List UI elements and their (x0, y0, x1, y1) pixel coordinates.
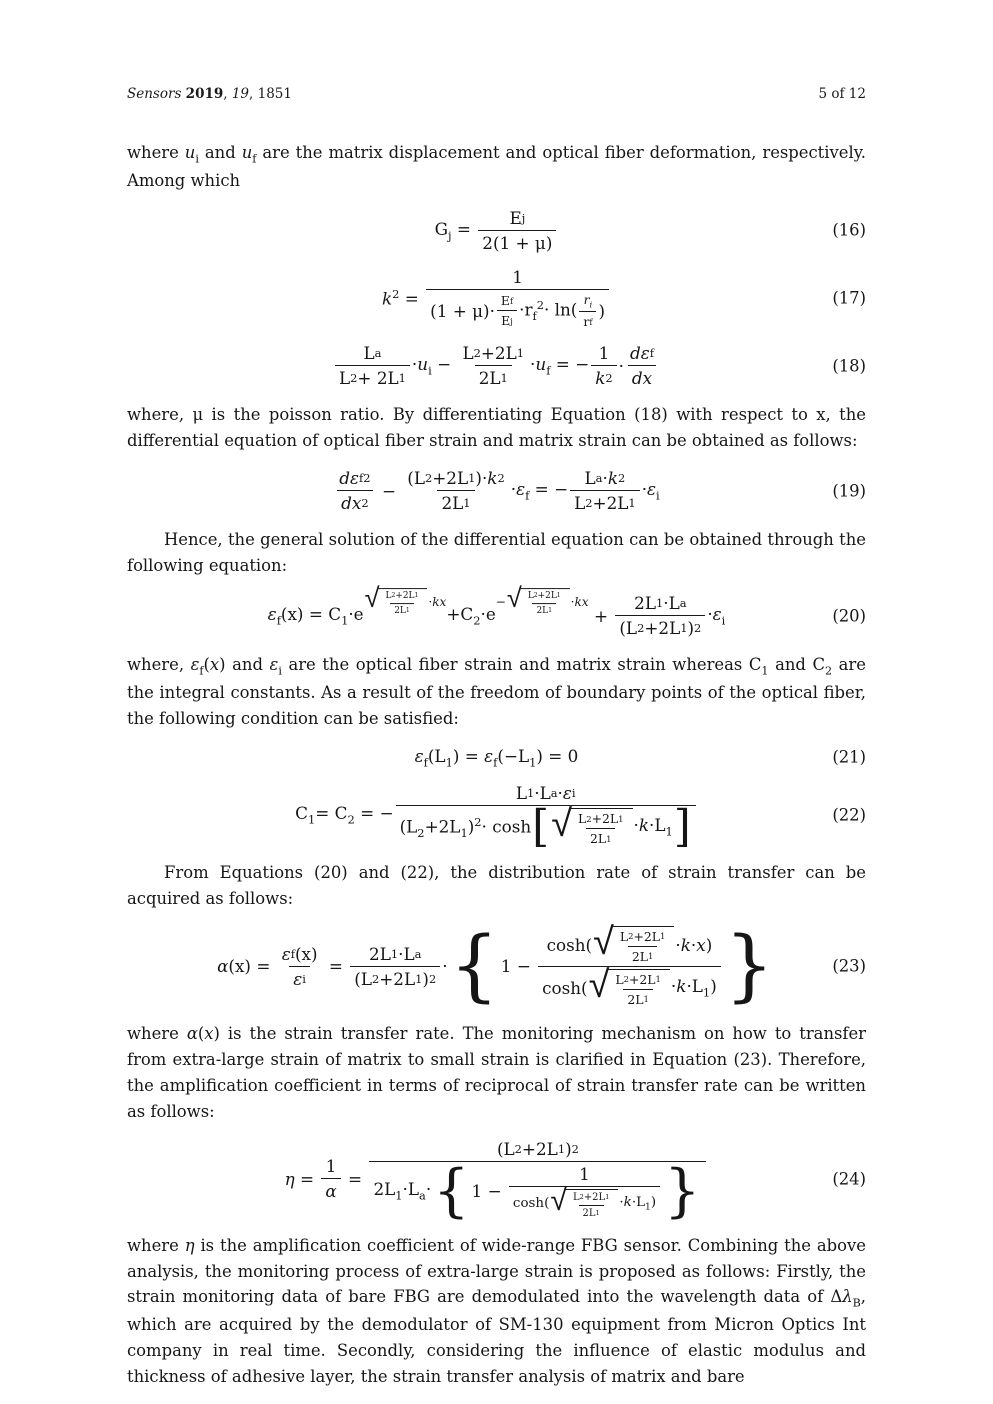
equation-20 (127, 582, 866, 638)
denominator: k 2 (591, 365, 616, 388)
exponent (495, 582, 589, 616)
math-token: $\varepsilon_f(L_1) = \varepsilon_f(-L_1) = 0$ (414, 745, 579, 770)
square-root (550, 1182, 618, 1219)
numerator: E j (509, 207, 526, 228)
math-token: ·k·x) (675, 934, 713, 955)
denominator: 2(1 + μ) (478, 230, 556, 253)
square-root (506, 582, 570, 616)
denominator: $(L_2+2L_1)^2\cdot \cosh$ [ √ L 2 +2L 1 2L 1 $\cdot k\cdot L_1$ ] (396, 805, 696, 846)
paragraph-6: where α(x) is the strain transfer rate. The monitoring mechanism on how to transfer from extra-large strain of matrix to small strain is clarified in Equation (23). Therefore, the amplification coefficient in terms of reciprocal of strain transfer rate can be written as follows: (127, 1023, 867, 1121)
equation-20-body (267, 582, 726, 638)
radical-icon: √ (364, 582, 380, 614)
numerator: L 2 +2L 1 (577, 811, 624, 827)
fraction (611, 972, 665, 1007)
math-token: $C_1= C_2$ = − (295, 802, 394, 827)
math-token: 1 − (471, 1181, 507, 1202)
numerator: L 1 ·L a · ε i (515, 783, 576, 804)
fraction (579, 292, 596, 329)
denominator: 2L 1 (586, 828, 616, 846)
denominator: dx 2 (337, 490, 372, 513)
denominator: 2L 1 (628, 946, 658, 964)
radicand (612, 926, 675, 964)
math-token: $\cdot r_f^2\cdot \ln$( (519, 298, 578, 324)
equation-22-body (295, 783, 698, 853)
numerator: L 2 +2L 1 (385, 590, 419, 601)
numerator: (L 2 +2L 1 ) 2 (496, 1138, 579, 1159)
math-token: cosh( (512, 1196, 550, 1212)
equation-number: (21) (832, 747, 866, 767)
math-token: $k^2$ = (381, 287, 425, 309)
numerator: L 2 +2L 1 (619, 928, 666, 944)
math-token: · (442, 956, 448, 977)
radicand (378, 588, 428, 616)
math-token: $G_j$ = (434, 218, 477, 242)
math-token: $\cdot k\cdot L_1$) (619, 1194, 657, 1213)
fraction (369, 1138, 706, 1225)
denominator: 2L 1 (579, 1205, 604, 1219)
numerator: dε f (630, 343, 654, 364)
fraction (574, 811, 628, 846)
square-root (593, 918, 674, 964)
fraction (458, 343, 528, 388)
denominator (426, 289, 609, 329)
exponent (364, 582, 447, 616)
square-root (364, 582, 428, 616)
math-token: $\cdot u_i$ − (411, 354, 457, 378)
fraction (382, 591, 423, 616)
fraction (335, 468, 374, 513)
denominator: 2L 1 (390, 603, 414, 616)
math-token: $+C_2\cdot e$ (446, 603, 496, 628)
radical-icon: √ (551, 801, 572, 846)
equation-number: (17) (832, 288, 866, 308)
equation-number: (19) (832, 481, 866, 501)
page-number: 5 of 12 (818, 86, 866, 102)
math-token: ) (598, 300, 605, 321)
math-token: = (342, 1168, 368, 1189)
paragraph-3: Hence, the general solution of the differential equation can be obtained through the following equation: (127, 530, 866, 576)
math-token: $\cdot\varepsilon_f$ = − (510, 478, 569, 503)
equation-16 (127, 208, 866, 253)
math-token: $\cdot\varepsilon_i$ (641, 478, 660, 503)
radical-icon: √ (550, 1182, 567, 1218)
denominator: α (321, 1178, 340, 1201)
equation-number: (23) (832, 956, 866, 976)
math-token: $\cdot u_f$ = − (530, 354, 590, 378)
equation-23-body: α(x) = ε f (x) ε i = 2L 1 ·L a (L 2 +2L 1 ) 2 · { 1 − cosh( √ L 2 +2L 1 2L 1 ·k·x) cosh( √ L 2 +2L 1 2L 1 $\cdot k\cdot L_1$) } (217, 918, 774, 1012)
math-token: = (323, 956, 349, 977)
math-token: 1 − (500, 956, 537, 977)
fraction (616, 929, 670, 964)
math-token: − (495, 594, 506, 609)
equation-number: (24) (832, 1169, 866, 1189)
denominator: $2L_1\cdot L_a\cdot$ { 1 − 1 cosh( √ L 2 +2L 1 2L 1 $\cdot k\cdot L_1$) } (369, 1161, 706, 1219)
denominator: ε i (289, 966, 310, 989)
denominator (509, 1182, 660, 1219)
radicand (565, 1189, 618, 1219)
numerator: 1 (512, 266, 523, 287)
square-root (588, 961, 670, 1007)
math-token: $\cdot\varepsilon_i$ (707, 603, 726, 628)
numerator: ε f (x) (281, 943, 318, 964)
radical-icon: √ (593, 918, 614, 963)
fraction (478, 208, 556, 253)
numerator: dε f 2 (339, 468, 371, 489)
equation-number: (22) (832, 805, 866, 825)
fraction (278, 944, 322, 989)
equation-17-body (382, 267, 611, 329)
numerator: 1 (598, 343, 610, 364)
fraction (591, 343, 616, 388)
equation-19-body (333, 468, 659, 513)
math-token: α(x) = (217, 956, 276, 977)
math-token: cosh( (546, 934, 593, 955)
denominator: dx (628, 365, 656, 388)
math-token: $2L_1\cdot L_a\cdot$ (373, 1179, 432, 1203)
fraction (569, 1192, 613, 1219)
equation-24 (127, 1138, 866, 1225)
fraction (509, 1164, 660, 1219)
denominator: r f (579, 311, 596, 329)
denominator: (L 2 +2L 1 ) 2 (615, 615, 705, 638)
equation-21 (127, 746, 866, 769)
math-token: $\cdot k\cdot L_1$) (670, 976, 717, 1000)
equation-18-body (333, 343, 660, 388)
radical-icon: √ (506, 582, 522, 614)
paragraph-1: where $u_i$ and $u_f$ are the matrix displacement and optical fiber deformation, respectively. Among which (127, 143, 866, 190)
paragraph-7: where η is the amplification coefficient of wide-range FBG sensor. Combining the above analysis, the monitoring process of extra-large strain is proposed as follows: Firstly, the strain monitoring data of bare FBG are demodulated into the wavelength data of $\Delta\lambda_B$, which are acquired by the demodulator of SM-130 equipment from Micron Optics Int company in real time. Secondly, considering the influence of elastic modulus and thickness of adhesive layer, the strain transfer analysis of matrix and bare (127, 1235, 866, 1387)
numerator: L a (363, 343, 382, 364)
fraction (350, 944, 440, 989)
denominator: 2L 1 (475, 365, 512, 388)
equation-21-body (415, 746, 579, 769)
fraction (335, 343, 410, 388)
radical-icon: √ (588, 961, 610, 1006)
paragraph-2: where, μ is the poisson ratio. By differentiating Equation (18) with respect to x, the differential equation of optical fiber strain and matrix strain can be obtained as follows: (127, 405, 866, 451)
radicand (520, 588, 570, 616)
radicand (570, 808, 633, 846)
fraction (396, 783, 696, 853)
numerator: (L 2 +2L 1 )· k 2 (407, 468, 505, 489)
fraction (426, 267, 609, 329)
fraction (403, 468, 508, 513)
numerator: 1 (325, 1156, 337, 1177)
numerator: 2L 1 ·L a (369, 943, 422, 964)
numerator: E f (500, 293, 514, 309)
fraction (626, 343, 658, 388)
equation-18 (127, 343, 866, 388)
numerator: L a · k 2 (584, 468, 626, 489)
fraction (615, 593, 705, 638)
math-token: $(L_2+2L_1)^2\cdot \cosh$ (399, 814, 532, 840)
radicand (607, 969, 670, 1007)
math-token: cosh( (542, 977, 588, 998)
numerator (543, 918, 717, 966)
math-token: ·kx (428, 594, 447, 609)
equation-19 (127, 468, 866, 513)
denominator: E j (497, 310, 517, 328)
denominator: 2L 1 (532, 603, 556, 616)
fraction (570, 468, 640, 513)
denominator: L 2 +2L 1 (570, 490, 640, 513)
denominator: 2L 1 (437, 490, 474, 513)
equation-number: (20) (832, 606, 866, 625)
equation-17 (127, 267, 866, 329)
paragraph-5: From Equations (20) and (22), the distribution rate of strain transfer can be acquired as follows: (127, 863, 866, 909)
math-token: η = (284, 1168, 320, 1189)
math-token: ·kx (570, 594, 589, 609)
numerator: L 2 +2L 1 (462, 343, 525, 364)
math-token: $\cdot k\cdot L_1$ (633, 815, 673, 839)
fraction (524, 591, 565, 616)
numerator: 1 (579, 1163, 590, 1184)
denominator: 2L 1 (623, 989, 653, 1007)
fraction (538, 918, 721, 1007)
denominator: (L 2 +2L 1 ) 2 (350, 966, 440, 989)
denominator: L 2 + 2L 1 (335, 365, 410, 388)
numerator: L 2 +2L 1 (572, 1191, 610, 1203)
journal-reference: Sensors 2019, 19, 1851 (127, 86, 292, 102)
math-token: $\varepsilon_f(x) = C_1\cdot e$ (267, 603, 364, 628)
paragraph-4: where, $\varepsilon_f(x)$ and $\varepsilon_i$ are the optical fiber strain and matrix strain whereas $C_1$ and $C_2$ are the integral constants. As a result of the freedom of boundary points of the optical fiber, the following condition can be satisfied: (127, 655, 866, 728)
math-token: + (588, 605, 614, 626)
fraction (321, 1156, 340, 1201)
equation-16-body (435, 208, 559, 253)
equation-number: (16) (832, 220, 866, 240)
math-token: − (376, 480, 402, 501)
equation-24-body (284, 1138, 709, 1225)
denominator (538, 961, 721, 1007)
numerator: L 2 +2L 1 (615, 971, 661, 987)
numerator: L 2 +2L 1 (527, 590, 561, 601)
page-header (127, 86, 866, 102)
math-token: · (618, 355, 624, 376)
square-root (551, 801, 632, 847)
fraction (497, 293, 517, 328)
math-token: (1 + μ)· (430, 300, 495, 321)
equation-number: (18) (832, 356, 866, 376)
numerator: 2L 1 ·L a (634, 593, 687, 613)
equation-23 (127, 918, 866, 1012)
numerator: $r_i$ (583, 291, 593, 310)
equation-22 (127, 783, 866, 853)
